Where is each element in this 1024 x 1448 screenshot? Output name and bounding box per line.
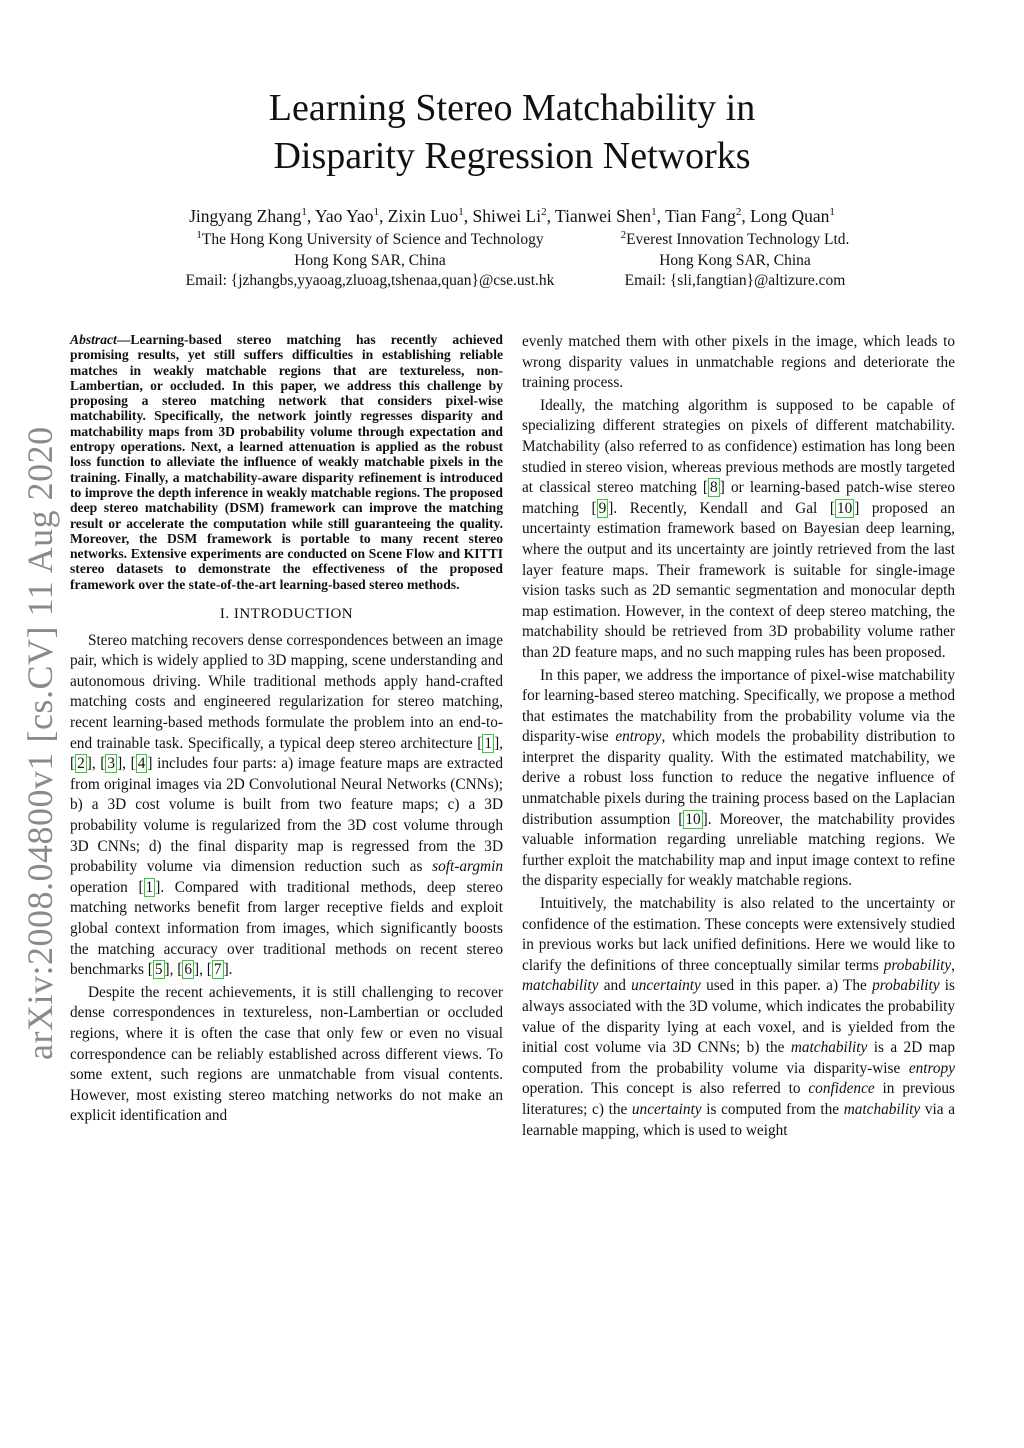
citation-link[interactable]: 1 xyxy=(145,878,154,896)
intro-paragraph-2: Despite the recent achievements, it is still challenging to recover dense correspondences in textureless, non-Lambertian or occluded regions, where it is often the case that only few or even no visual correspondence can be reliably established across different views. To some extent, such regions are unmatchable from visual contents. However, most existing stereo matching networks do not make an explicit identification and xyxy=(70,983,503,1125)
citation-link[interactable]: 10 xyxy=(836,499,853,517)
emphasis-term: matchability xyxy=(790,1039,868,1057)
emphasis-term: matchability xyxy=(843,1100,921,1118)
arxiv-stamp: arXiv:2008.04800v1 [cs.CV] 11 Aug 2020 xyxy=(20,426,60,1060)
emphasis-term: probability xyxy=(883,956,952,974)
abstract xyxy=(70,332,503,592)
affiliation-1-name: The Hong Kong University of Science and Technology xyxy=(201,231,544,248)
affiliation-1-location: Hong Kong SAR, China xyxy=(294,251,446,269)
affiliation-2-location: Hong Kong SAR, China xyxy=(659,251,811,269)
citation-link[interactable]: 8 xyxy=(710,479,718,497)
affiliation-1 xyxy=(150,230,590,292)
right-column xyxy=(522,332,955,1141)
author-name: Shiwei Li xyxy=(472,206,542,226)
emphasis-term: uncertainty xyxy=(631,1100,702,1118)
affiliation-2-email: Email: {sli,fangtian}@altizure.com xyxy=(624,272,846,289)
intro-paragraph-3: Ideally, the matching algorithm is supposed to be capable of specializing different strategies on pixels of different matchability. Matchability (also referred to as confidence) estimation has long been studied in stereo vision, whereas previous methods are mostly targeted at classical stereo matching [ 8 ] or learning-based patch-wise stereo matching [ 9 ]. Recently, Kendall and Gal [ 10 ] proposed an uncertainty estimation framework based on Bayesian deep learning, where the output and its uncertainty are jointly retrieved from the last layer feature maps. Their framework is suitable for single-image vision tasks such as 2D semantic segmentation and monocular depth map estimation. However, in the context of deep stereo matching, the matchability should be retrieved from 3D probability volume rather than 2D feature maps, and no such mapping rules has been proposed. xyxy=(522,396,955,661)
abstract-label: Abstract xyxy=(70,332,117,347)
author-name: Tianwei Shen xyxy=(555,206,652,226)
author-name: Zixin Luo xyxy=(387,206,459,226)
emphasis-term: entropy xyxy=(615,728,662,746)
emphasis-term: confidence xyxy=(808,1080,875,1098)
affiliation-1-sup: 1 xyxy=(196,228,202,241)
intro-paragraph-2-continued: evenly matched them with other pixels in the image, which leads to wrong disparity values in unmatchable regions and deteriorate the training process. xyxy=(522,333,955,392)
emphasis-term: probability xyxy=(872,977,940,995)
author-affiliation-sup: 1 xyxy=(651,206,657,219)
citation-link[interactable]: 9 xyxy=(598,499,607,517)
citation-link[interactable]: 4 xyxy=(137,755,146,773)
title-line-2: Disparity Regression Networks xyxy=(273,135,751,177)
author-affiliation-sup: 2 xyxy=(541,206,547,219)
author-name: Long Quan xyxy=(750,206,830,226)
citation-link[interactable]: 6 xyxy=(184,961,193,979)
affiliation-2-name: Everest Innovation Technology Ltd. xyxy=(626,231,850,248)
affiliation-1-email: Email: {jzhangbs,yyaoag,zluoag,tshenaa,quan}@cse.ust.hk xyxy=(185,272,555,289)
affiliation-2-sup: 2 xyxy=(620,228,627,241)
citation-link[interactable]: 2 xyxy=(77,755,85,773)
affiliation-2 xyxy=(590,230,880,292)
title-line-1: Learning Stereo Matchability in xyxy=(268,87,756,129)
intro-paragraph-1: Stereo matching recovers dense correspondences between an image pair, which is widely applied to 3D mapping, scene understanding and autonomous driving. While traditional methods apply hand-crafted matching costs and engineered regularization for stereo matching, recent learning-based methods formulate the problem into an end-to-end trainable task. Specifically, a typical deep stereo architecture [ 1 ], [ 2 ], [ 3 ], [ 4 ] includes four parts: a) image feature maps are extracted from original images via 2D Convolutional Neural Networks (CNNs); b) a 3D cost volume is built from two feature maps; c) a 3D probability volume is regularized from the 3D cost volume through 3D CNNs; d) the final disparity map is regressed from the 3D probability volume via dimension reduction such as soft-argmin operation [ 1 ]. Compared with traditional methods, deep stereo matching networks benefit from larger receptive fields and exploit global context information from images, which significantly boosts the matching accuracy over traditional methods on recent stereo benchmarks [ 5 ], [ 6 ], [ 7 ]. xyxy=(70,631,503,979)
author-name: Yao Yao xyxy=(315,206,374,226)
author-affiliation-sup: 1 xyxy=(373,206,380,219)
intro-paragraph-4: In this paper, we address the importance of pixel-wise matchability for learning-based stereo matching. Specifically, we propose a method that estimates the matchability from the probability volume via the disparity-wise entropy, which models the probability distribution to interpret the disparity quality. With the estimated matchability, we derive a robust loss function to reduce the negative influence of unmatchable pixels during the training process based on the Laplacian distribution assumption [ 10 ]. Moreover, the matchability provides valuable information regarding unreliable matching regions. We further exploit the matchability map and input image context to refine the disparity especially for weakly matchable regions. xyxy=(522,666,955,890)
author-affiliation-sup: 1 xyxy=(829,206,835,219)
abstract-text: —Learning-based stereo matching has recently achieved promising results, yet still suffers difficulties in establishing reliable matches in weakly matchable regions that are textureless, non-Lambertian, or occluded. In this paper, we address this challenge by proposing a stereo matching network that considers pixel-wise matchability. Specifically, the network jointly regresses disparity and matchability maps from 3D probability volume through expectation and entropy operations. Next, a learned attenuation is applied as the robust loss function to alleviate the influence of weakly matchable pixels in the training. Finally, a matchability-aware disparity refinement is introduced to improve the depth inference in weakly matchable regions. The proposed deep stereo matchability (DSM) framework can improve the matching result or accelerate the computation while still guaranteeing the quality. Moreover, the DSM framework is portable to many recent stereo networks. Extensive experiments are conducted on Scene Flow and KITTI stereo datasets to demonstrate the effectiveness of the proposed framework over the state-of-the-art learning-based stereo methods. xyxy=(70,332,503,592)
citation-link[interactable]: 7 xyxy=(213,961,222,979)
citation-link[interactable]: 1 xyxy=(484,734,493,752)
author-name: Jingyang Zhang xyxy=(189,206,302,226)
emphasis-term: entropy xyxy=(908,1059,955,1077)
intro-paragraph-5: Intuitively, the matchability is also related to the uncertainty or confidence of the estimation. These concepts were extensively studied in previous works but lack unified definitions. Here we would like to clarify the definitions of three conceptually similar terms probability, matchability and uncertainty used in this paper. a) The probability is always associated with the 3D volume, which indicates the probability value of the disparity lying at each voxel, and is yielded from the initial cost volume via 3D CNNs; b) the matchability is a 2D map computed from the probability volume via disparity-wise entropy operation. This concept is also referred to confidence in previous literatures; c) the uncertainty is computed from the matchability via a learnable mapping, which is used to weight xyxy=(522,895,955,1139)
section-heading-introduction: I. INTRODUCTION xyxy=(219,606,354,623)
author-affiliation-sup: 2 xyxy=(735,206,742,219)
paper-title xyxy=(0,84,1024,180)
author-list: Jingyang Zhang$^1$, Yao Yao$^1$, Zixin Luo$^1$, Shiwei Li$^2$, Tianwei Shen$^1$, Tian Fang$^2$, Long Quan$^1$ xyxy=(189,206,835,226)
citation-link[interactable]: 3 xyxy=(107,755,116,773)
emphasis-term: soft-argmin xyxy=(432,858,503,876)
author-name: Tian Fang xyxy=(665,206,736,226)
author-affiliation-sup: 1 xyxy=(301,206,307,219)
author-affiliation-sup: 1 xyxy=(458,206,464,219)
left-column xyxy=(70,332,503,1127)
emphasis-term: uncertainty xyxy=(631,977,701,995)
citation-link[interactable]: 5 xyxy=(154,961,163,979)
citation-link[interactable]: 10 xyxy=(685,810,701,828)
emphasis-term: matchability xyxy=(522,977,599,995)
